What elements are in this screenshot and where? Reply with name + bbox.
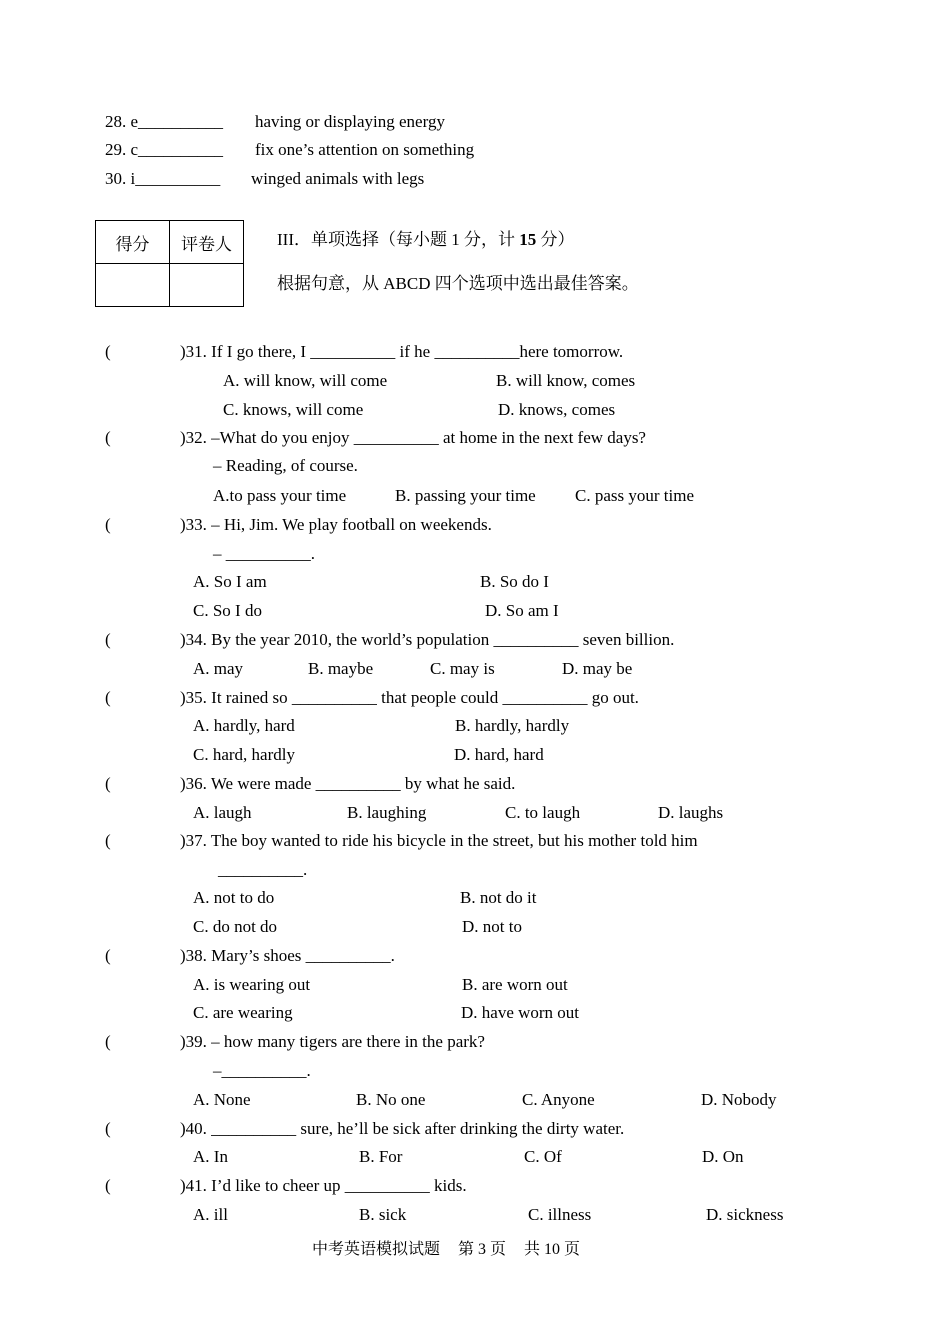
option-a: A. not to do [193,888,275,907]
option-a: A. may [193,659,244,678]
option-b: B. maybe [308,659,374,678]
question-stem: )33. – Hi, Jim. We play football on weekends. [180,515,492,534]
option-a: A. ill [193,1205,228,1224]
dialogue-reply: – Reading, of course. [213,456,358,475]
option-b: B. laughing [347,803,427,822]
question-stem: )34. By the year 2010, the world’s population __________ seven billion. [180,630,675,649]
option-c: C. Anyone [522,1090,595,1109]
question-stem: )41. I’d like to cheer up __________ kids. [180,1176,467,1195]
option-a: A. None [193,1090,251,1109]
grader-cell[interactable] [170,264,244,307]
option-a: A. In [193,1147,228,1166]
definition-text: winged animals with legs [251,169,425,188]
score-header: 得分 [96,221,170,264]
question-stem: )38. Mary’s shoes __________. [180,946,395,965]
option-a: A. will know, will come [223,371,388,390]
option-a: A. laugh [193,803,252,822]
definition-text: fix one’s attention on something [255,140,475,159]
dialogue-reply: – __________. [213,544,315,563]
definition-blank: 29. c__________ [105,140,224,159]
dialogue-reply: –__________. [213,1061,311,1080]
question-stem: )35. It rained so __________ that people could __________ go out. [180,688,639,707]
option-d: D. Nobody [701,1090,777,1109]
definition-item [105,139,474,161]
option-b: B. are worn out [462,975,568,994]
question-stem: )37. The boy wanted to ride his bicycle in the street, but his mother told him [180,831,698,850]
option-d: D. On [702,1147,744,1166]
option-d: D. not to [462,917,522,936]
option-b: B. sick [359,1205,407,1224]
option-c: C. illness [528,1205,592,1224]
option-a: A. is wearing out [193,975,311,994]
footer-total-pages: 共 10 页 [524,1241,581,1258]
definition-blank: 30. i__________ [105,169,221,188]
section-instruction: 根据句意，从 ABCD 四个选项中选出最佳答案。 [277,274,639,293]
option-c: C. pass your time [575,486,694,505]
score-table [95,220,244,307]
option-d: D. may be [562,659,633,678]
option-d: D. laughs [658,803,724,822]
section-title-prefix: III．单项选择（每小题 1 分，计 [277,230,520,249]
answer-paren: ( [105,946,111,965]
page-footer [312,1236,594,1259]
option-d: D. knows, comes [498,400,616,419]
option-c: C. do not do [193,917,278,936]
answer-paren: ( [105,1119,111,1138]
option-c: C. Of [524,1147,562,1166]
option-d: D. hard, hard [454,745,544,764]
option-b: B. So do I [480,572,549,591]
option-b: B. not do it [460,888,537,907]
answer-paren: ( [105,688,111,707]
option-d: D. sickness [706,1205,784,1224]
footer-page-number: 第 3 页 [458,1241,507,1258]
option-b: B. hardly, hardly [455,716,570,735]
answer-paren: ( [105,1032,111,1051]
option-c: C. are wearing [193,1003,293,1022]
question-stem: )32. –What do you enjoy __________ at home in the next few days? [180,428,646,447]
option-b: B. For [359,1147,403,1166]
question-continuation: __________. [218,860,308,879]
answer-paren: ( [105,342,111,361]
question-stem: )31. If I go there, I __________ if he __________here tomorrow. [180,342,624,361]
option-b: B. will know, comes [496,371,636,390]
answer-paren: ( [105,630,111,649]
question-stem: )39. – how many tigers are there in the park? [180,1032,485,1051]
answer-paren: ( [105,774,111,793]
answer-paren: ( [105,428,111,447]
definition-item [105,111,445,133]
definition-text: having or displaying energy [255,112,445,131]
option-a: A. hardly, hard [193,716,295,735]
option-c: C. So I do [193,601,262,620]
option-c: C. hard, hardly [193,745,295,764]
section-title-points: 15 [519,230,537,249]
question-stem: )36. We were made __________ by what he said. [180,774,516,793]
option-b: B. passing your time [395,486,536,505]
grader-header: 评卷人 [170,221,244,264]
section-title-suffix: 分） [536,230,575,249]
option-a: A. So I am [193,572,267,591]
score-cell[interactable] [96,264,170,307]
answer-paren: ( [105,515,111,534]
option-d: D. So am I [485,601,559,620]
option-a: A.to pass your time [213,486,347,505]
question-stem: )40. __________ sure, he’ll be sick after drinking the dirty water. [180,1119,625,1138]
option-c: C. may is [430,659,495,678]
section-title [277,225,574,250]
option-c: C. knows, will come [223,400,364,419]
option-b: B. No one [356,1090,426,1109]
answer-paren: ( [105,1176,111,1195]
definition-blank: 28. e__________ [105,112,224,131]
answer-paren: ( [105,831,111,850]
option-d: D. have worn out [461,1003,580,1022]
footer-title: 中考英语模拟试题 [312,1241,441,1258]
definition-item [105,168,424,190]
option-c: C. to laugh [505,803,581,822]
